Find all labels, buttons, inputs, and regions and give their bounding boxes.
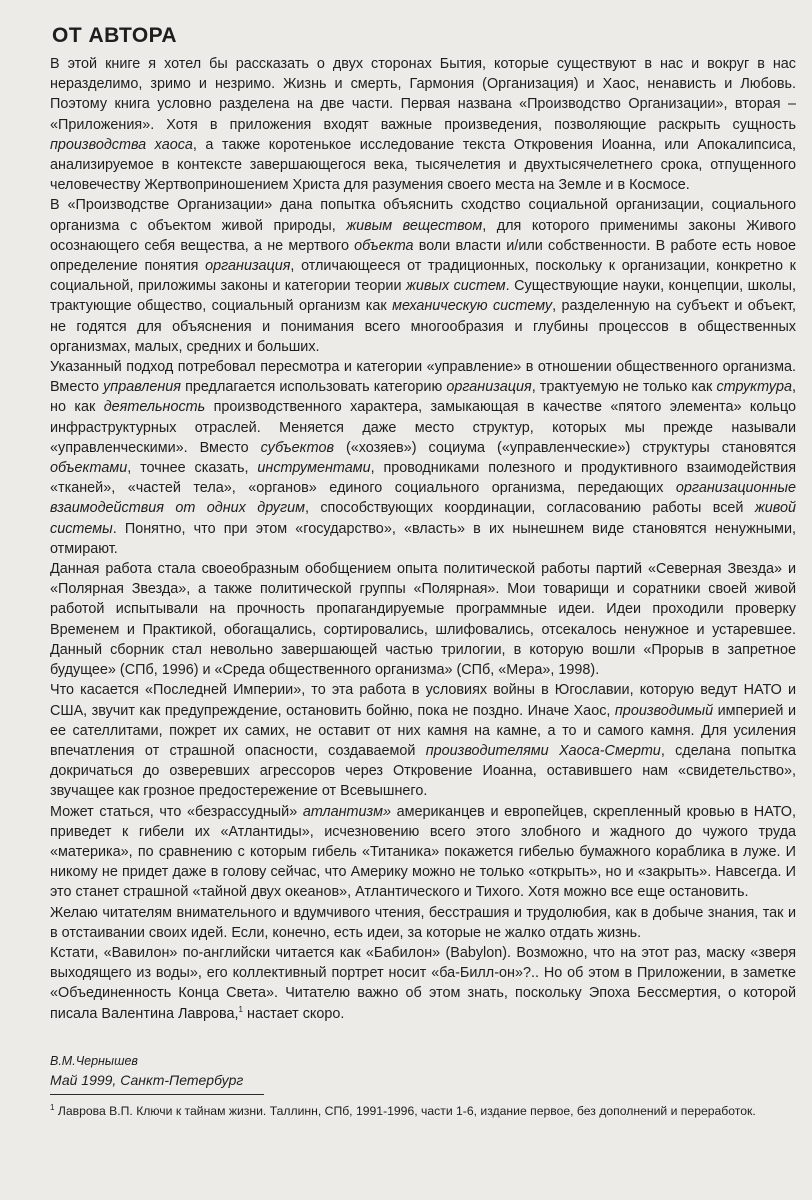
paragraph-4: Данная работа стала своеобразным обобщением опыта политической работы партий «Северная Звезда» и «Полярная Звезда», а также политической группы «Полярная». Мои товарищи и соратники своей живой работой испытывали на прочность пропагандируемые программные идеи. Идеи проходили проверку Временем и Практикой, обогащались, сортировались, шлифовались, отсекалось ненужное и устаревшее. Данный сборник стал невольно завершающей частью трилогии, в которую вошли «Прорыв в запретное будущее» (СПб, 1996) и «Среда общественного организма» (СПб, «Мера», 1998).: [50, 561, 796, 679]
footnote-divider: [50, 1094, 264, 1095]
signature-block: [50, 1052, 796, 1091]
paragraph-7: Желаю читателям внимательного и вдумчивого чтения, бесстрашия и трудолюбия, как в добыче знания, так и в отстаивании своих идей. Если, конечно, есть идеи, за которые не жалко отдать жизнь.: [50, 904, 796, 941]
paragraph-5: Что касается «Последней Империи», то эта работа в условиях войны в Югославии, которую ведут НАТО и США, звучит как предупреждение, остановить бойню, пока не поздно. Иначе Хаос, производимый империей и ее сателлитами, пожрет их самих, не оставит от них камня на камне, а то и самого камня. Для усиления впечатления от страшной опасности, создаваемой производителями Хаоса-Смерти, сделана попытка докричаться до озверевших агрессоров через Откровение Иоанна, оставившего нам «свидетельство», звучащее как грозное предостережение от Всевышнего.: [50, 682, 797, 800]
body-text: [50, 54, 796, 1024]
date-place: Май 1999, Санкт-Петербург: [50, 1071, 244, 1088]
paragraph-3: Указанный подход потребовал пересмотра и категории «управление» в отношении общественного организма. Вместо управления предлагается использовать категорию организация, трактуемую не только как структура, но как деятельность производственного характера, замыкающая в качестве «пятого элемента» кольцо инфраструктурных отраслей. Меняется даже место структур, которых мы прежде называли «управленческими». Вместо субъектов («хозяев») социума («управленческие») структуры становятся объектами, точнее сказать, инструментами, проводниками полезного и продуктивного взаимодействия «тканей», «частей тела», «органов» единого социального организма, передающих организационные взаимодействия от одних другим, способствующих координации, согласованию работы всей живой системы. Понятно, что при этом «государство», «власть» в их нынешнем виде становятся ненужными, отмирают.: [50, 359, 797, 557]
page-title: ОТ АВТОРА: [52, 24, 177, 47]
paragraph-6: Может статься, что «безрассудный» атлантизм» американцев и европейцев, скрепленный кровью в НАТО, приведет к гибели их «Атлантиды», исчезновению всего этого злобного и жадного до чужого труда «материка», по сравнению с которым гибель «Титаника» покажется гибелью бумажного кораблика в луже. И никому не придет даже в голову сейчас, что Америку можно не только «открыть», но и «закрыть». Навсегда. И это станет страшной «тайной двух океанов», Атлантического и Тихого. Хотя можно все еще остановить.: [50, 803, 796, 901]
paragraph-2: В «Производстве Организации» дана попытка объяснить сходство социальной организации, социального организма с объектом живой природы, живым веществом, для которого применимы законы Живого осознающего себя вещества, а не мертвого объекта воли власти и/или собственности. В работе есть новое определение понятия организация, отличающееся от традиционных, поскольку к организации, конкретно к социальной, приложимы законы и категории теории живых систем. Существующие науки, концепции, школы, трактующие общество, социальный организм как механическую систему, разделенную на субъект и объект, не годятся для объяснения и понимания всего многообразия и глубины процессов в общественных организмах, малых, средних и больших.: [50, 197, 797, 355]
paragraph-8: Кстати, «Вавилон» по-английски читается как «Бабилон» (Babylon). Возможно, что на этот раз, маску «зверя выходящего из воды», его коллективный портрет носит «ба-Билл-он»?.. Но об этом в Приложении, в заметке «Объединенность Конца Света». Читателю важно об этом знать, поскольку Эпоха Бессмертия, о которой писала Валентина Лаврова,$^1$ настает скоро.: [50, 944, 796, 1022]
footnote: $^1$ Лаврова В.П. Ключи к тайнам жизни. Таллинн, СПб, 1991-1996, части 1-6, издание первое, без дополнений и переработок.: [50, 1102, 756, 1118]
author-name: В.М.Чернышев: [50, 1053, 138, 1068]
paragraph-1: В этой книге я хотел бы рассказать о двух сторонах Бытия, которые существуют в нас и вокруг в нас неразделимо, зримо и незримо. Жизнь и смерть, Гармония (Организация) и Хаос, ненависть и Любовь. Поэтому книга условно разделена на две части. Первая названа «Производство Организации», вторая – «Приложения». Хотя в приложения входят важные произведения, позволяющие раскрыть сущность производства хаоса, а также коротенькое исследование текста Откровения Иоанна, или Апокалипсиса, анализируемое в контексте завершающегося века, тысячелетия и двухтысячелетнего срока, отпущенного человечеству Жертвоприношением Христа для разумения своего места на Земле и в Космосе.: [50, 56, 796, 194]
